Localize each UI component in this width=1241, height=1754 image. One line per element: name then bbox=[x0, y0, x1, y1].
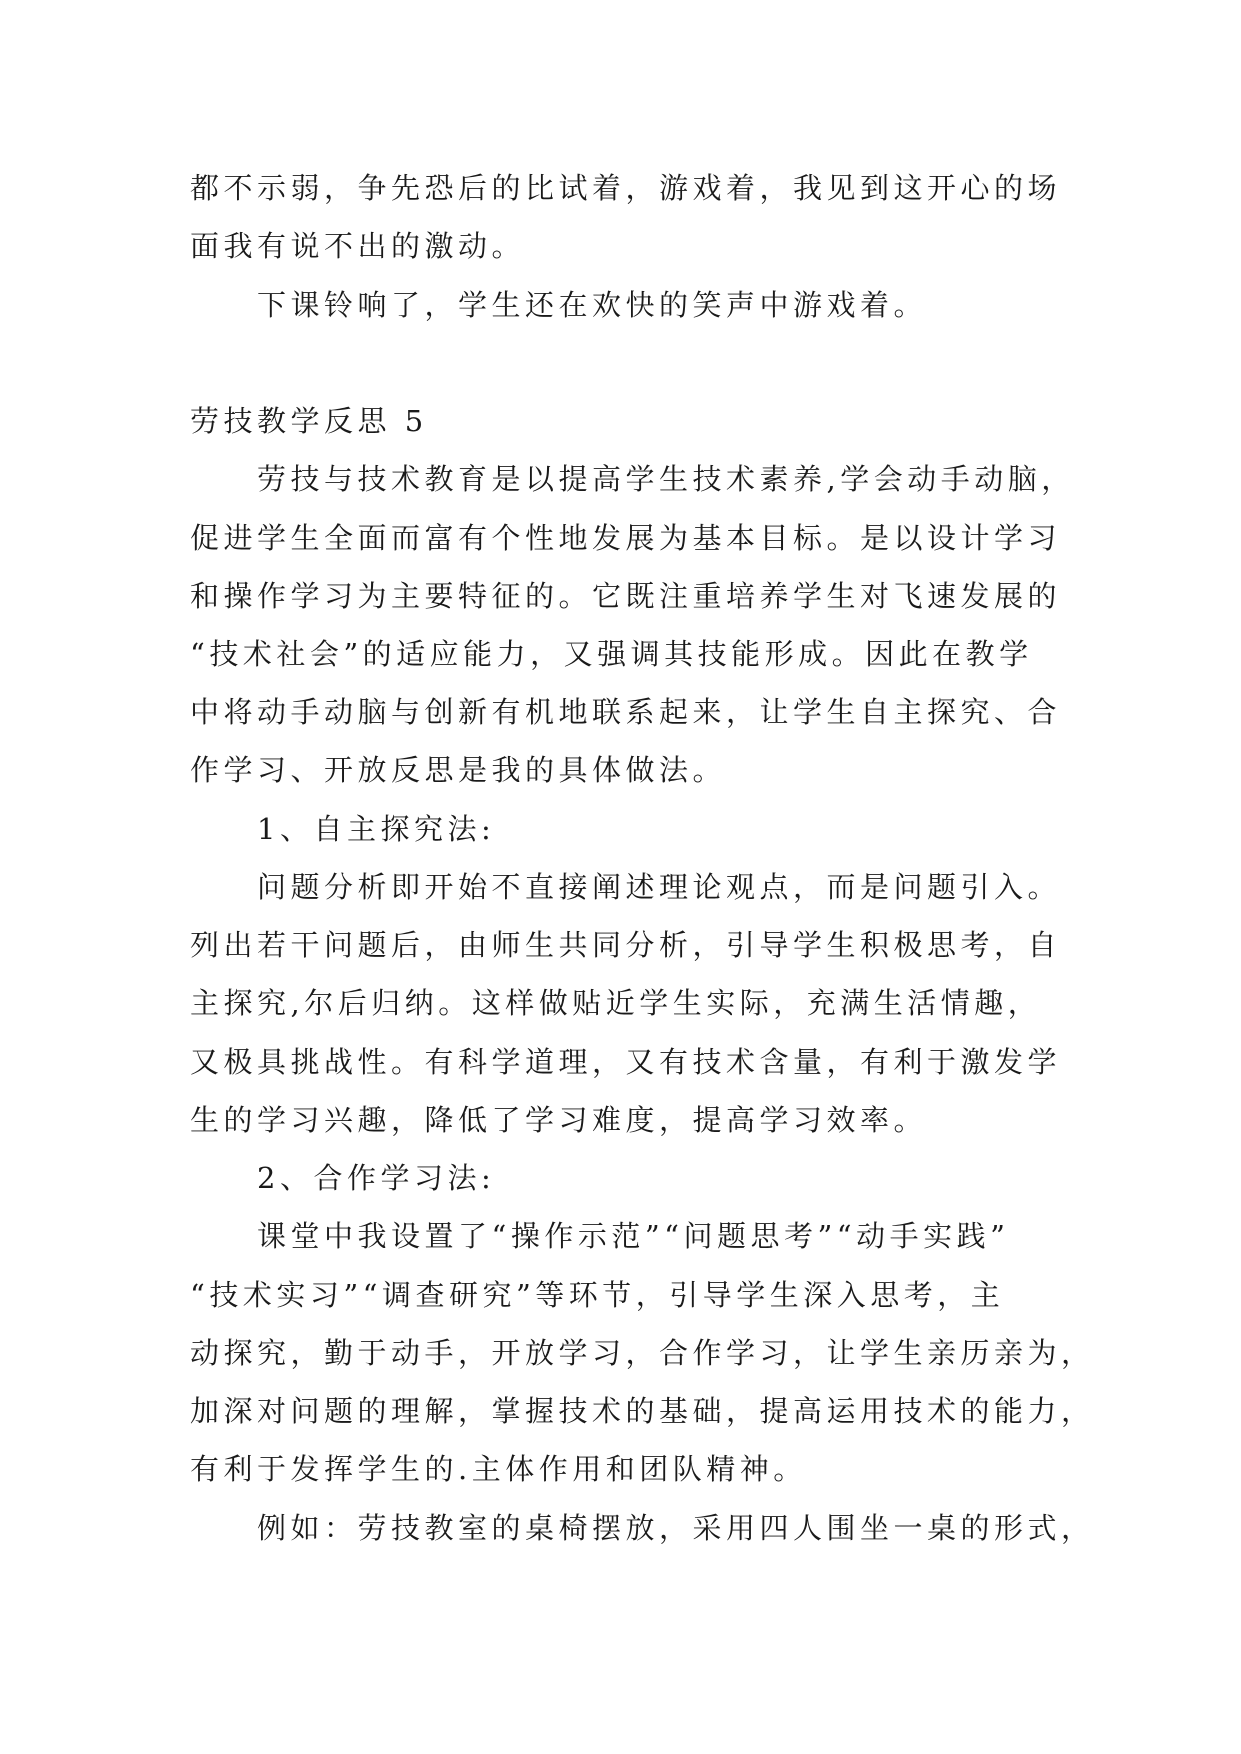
paragraph-line: “技术社会”的适应能力，又强调其技能形成。因此在教学 bbox=[190, 637, 1033, 671]
paragraph-line: 动探究，勤于动手，开放学习，合作学习，让学生亲历亲为， bbox=[190, 1336, 1095, 1370]
paragraph-line: 面我有说不出的激动。 bbox=[190, 229, 526, 263]
paragraph-line: 和操作学习为主要特征的。它既注重培养学生对飞速发展的 bbox=[190, 579, 1062, 613]
paragraph-line: 有利于发挥学生的.主体作用和团队精神。 bbox=[190, 1452, 807, 1486]
subheading: 1、自主探究法: bbox=[257, 812, 496, 846]
paragraph-line: 作学习、开放反思是我的具体做法。 bbox=[190, 753, 727, 787]
paragraph-line: 劳技与技术教育是以提高学生技术素养,学会动手动脑， bbox=[257, 462, 1075, 496]
section-heading: 劳技教学反思 5 bbox=[190, 404, 428, 438]
paragraph-line: 加深对问题的理解，掌握技术的基础，提高运用技术的能力， bbox=[190, 1394, 1095, 1428]
paragraph-line: 又极具挑战性。有科学道理，又有技术含量，有利于激发学 bbox=[190, 1045, 1062, 1079]
paragraph-line: 下课铃响了，学生还在欢快的笑声中游戏着。 bbox=[257, 288, 928, 322]
subheading: 2、合作学习法: bbox=[257, 1161, 496, 1195]
paragraph-line: 课堂中我设置了“操作示范”“问题思考”“动手实践” bbox=[257, 1219, 1010, 1253]
paragraph-line: 中将动手动脑与创新有机地联系起来，让学生自主探究、合 bbox=[190, 695, 1062, 729]
paragraph-line: 促进学生全面而富有个性地发展为基本目标。是以设计学习 bbox=[190, 521, 1062, 555]
paragraph-line: 生的学习兴趣，降低了学习难度，提高学习效率。 bbox=[190, 1103, 928, 1137]
paragraph-line: 例如：劳技教室的桌椅摆放，采用四人围坐一桌的形式， bbox=[257, 1511, 1095, 1545]
paragraph-line: 问题分析即开始不直接阐述理论观点，而是问题引入。 bbox=[257, 870, 1062, 904]
paragraph-line: 都不示弱，争先恐后的比试着，游戏着，我见到这开心的场 bbox=[190, 171, 1062, 205]
paragraph-line: 主探究,尔后归纳。这样做贴近学生实际，充满生活情趣， bbox=[190, 986, 1042, 1020]
paragraph-line: 列出若干问题后，由师生共同分析，引导学生积极思考，自 bbox=[190, 928, 1062, 962]
paragraph-line: “技术实习”“调查研究”等环节，引导学生深入思考，主 bbox=[190, 1278, 1005, 1312]
